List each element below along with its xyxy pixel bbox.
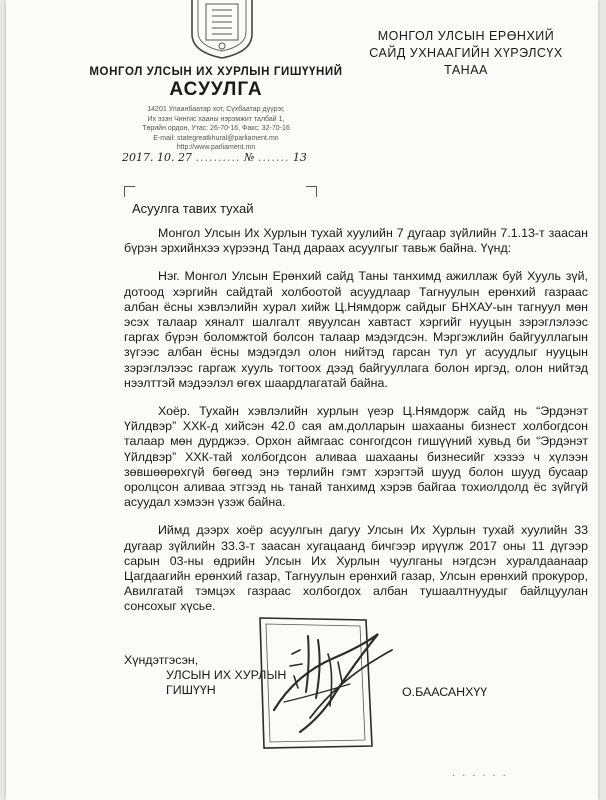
org-name: МОНГОЛ УЛСЫН ИХ ХУРЛЫН ГИШҮҮНИЙ <box>89 66 343 78</box>
document-date: 2017. 10. 27 <box>122 151 192 164</box>
recipient-line: ТАНАА <box>444 63 488 77</box>
position-line: УЛСЫН ИХ ХУРЛЫН <box>166 668 287 682</box>
document-type-title: АСУУЛГА <box>169 79 263 100</box>
signature-stamp-icon <box>250 614 400 752</box>
body-paragraph: Хоёр. Тухайн хэвлэлийн хурлын үеэр Ц.Нямдорж сайд нь “Эрдэнэт Үйлдвэр” ХХК-д хийсэн 42.0 сая ам.долларын шахааны бизнест холбогдсон талаар мөн дурджээ. Орхон аймгаас сонгогдсон гишүүний хувьд би “Эрдэнэт Үйлдвэр” ХХК-тай холбогдсон аливаа шахааны бизнесийг хэзээ ч хүлээн зөвшөөрөхгүй бөгөөд энэ төрлийн гэмт хэрэгтэй шууд болон шууд бусаар оролцсон аливаа этгээд нь танай танхимд хэрэв байгаа тохиолдолд ёс зүйгүй асуудал хэмээн үзэж байна. <box>124 404 588 510</box>
reference-line: 2017. 10. 27 .......... № ....... 13 <box>122 151 307 164</box>
recipient-line: МОНГОЛ УЛСЫН ЕРӨНХИЙ <box>377 29 555 43</box>
address-line: Их эзэн Чингис хааны нэрэмжит талбай 1, <box>147 115 285 123</box>
subject-line: Асуулга тавих тухай <box>132 201 254 216</box>
page-footer-mark: · · · · · · <box>452 770 508 781</box>
closing-line: Хүндэтгэсэн, <box>124 653 199 667</box>
number-label: № <box>243 151 255 164</box>
document-page <box>6 0 598 800</box>
position-line: ГИШҮҮН <box>166 683 216 697</box>
recipient-block <box>356 28 576 79</box>
address-line: Төрийн ордон, Утас: 26-70-16, Факс: 32-70-16 <box>142 125 290 132</box>
website-line: http://www.parliament.mn <box>176 144 256 151</box>
document-number: 13 <box>292 151 307 164</box>
address-line: 14201 Улаанбаатар хот, Сүхбаатар дүүрэг, <box>147 106 285 113</box>
org-contact <box>86 105 346 153</box>
body-paragraph: Монгол Улсын Их Хурлын тухай хуулийн 7 дугаар зүйлийн 7.1.13-т заасан бүрэн эрхийнхээ хүрээнд Танд дараах асуулгыг тавьж байна. Үүнд: <box>124 226 588 256</box>
body-paragraph: Иймд дээрх хоёр асуулгын дагуу Улсын Их Хурлын тухай хуулийн 33 дугаар зүйлийн 33.3-т заасан хугацаанд бичгээр ирүүлж 2017 оны 11 дүгээр сарын 03-ны өдрийн Улсын Их Хурлын чуулганы нэгдсэн хуралдаанаар Цагдаагийн ерөнхий газар, Тагнуулын ерөнхий газар, Улсын ерөнхий прокурор, Авилгатай тэмцэх газраас холбогдох албан тушаалтнуудыг байлцуулан сонсохыг хүсье. <box>124 523 588 614</box>
signer-name: О.БААСАНХҮҮ <box>402 685 488 699</box>
email-line: E-mail: stategreatkhural@parliament.mn <box>153 134 279 142</box>
recipient-line: САЙД УХНААГИЙН ХҮРЭЛСҮХ <box>369 46 563 60</box>
letter-body <box>124 226 588 628</box>
state-emblem-icon <box>186 0 258 60</box>
issuer-block <box>86 66 346 153</box>
subject-corner-mark <box>306 186 317 197</box>
body-paragraph: Нэг. Монгол Улсын Ерөнхий сайд Таны танхимд ажиллаж буй Хууль зүй, дотоод хэргийн сайдтай холбоотой асуудлаар Тагнуулын ерөнхий газраас албан ёсны хэвлэлийн хурал хийж Ц.Нямдорж сайдыг БНХАУ-ын тагнуул мөн эсэх талаар хяналт шалгалт явуулсан хавтаст хэргийг нууцын зэрэглэлээс гаргах бүрэн боломжтой болсон талаар мэдэгдсэн. Мэргэжлийн байгууллагын зүгээс албан ёсны мэдэгдэл олон нийтэд гарсан тул уг асуудлыг нууцын зэрэглэлээс гаргаж хууль тогтоох дээд байгууллага болон иргэд, олон нийтэд нээлттэй мэдээлэл өгөх шаардлагатай байна. <box>124 269 588 390</box>
subject-corner-mark <box>124 186 135 197</box>
